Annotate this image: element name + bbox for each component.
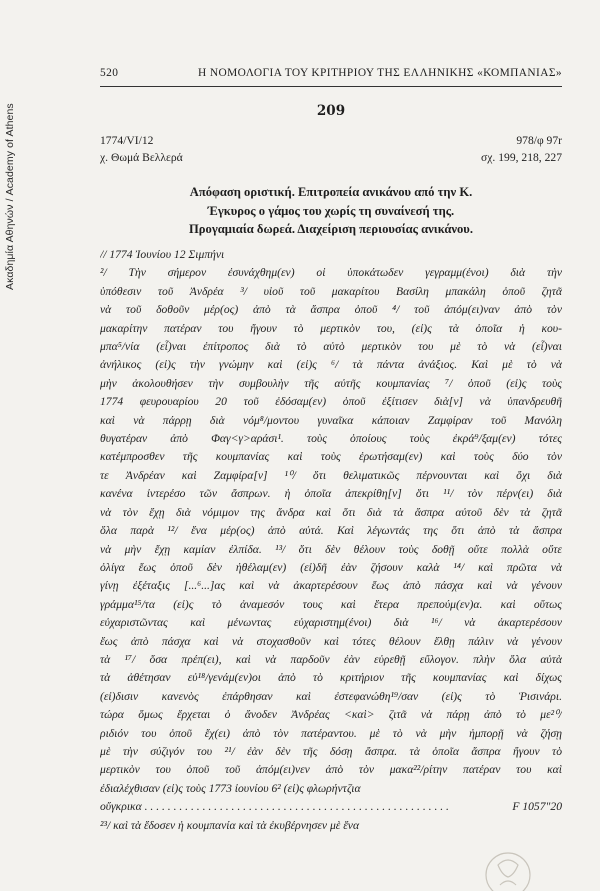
text-line: ²/ Τὴν σήμερον ἐσυνάχθημ(εν) οἱ ὑποκάτωδεν γεγραμμ(ένοι) διὰ τὴν (100, 266, 562, 280)
text-line: ὑπόθεσιν τοῦ Ἀνδρέα ³/ υἱοῦ τοῦ μακαρίτου Βασίλη μπακάλη ὁποῦ ζητᾶ (100, 284, 562, 298)
text-line: εὐχαριστῶντας καὶ μένωντας εὐχαριστημ(ένοι) διὰ ¹⁶/ νὰ ἀκαρτερέσουν (100, 616, 562, 630)
text-line: θυγατέραν ἀπὸ Φαγ<γ>αράσι¹. τοὺς ὁποίους τοὺς ἐκρά⁹/ξαμ(εν) τότες (100, 432, 562, 446)
text-line: τώρα ὅμως ἔρχεται ὁ ἄνοδεν Ἀνδρέας <καὶ> ζιτᾶ νὰ πάρῃ ἀπὸ τὸ με²⁰/ (100, 708, 562, 722)
document-meta (100, 133, 562, 166)
archive-reference: 978/φ 97r (516, 134, 562, 147)
text-line: τὰ ἀθέτησαν εὐ¹⁸/γενάμ(εν)οι ἀπὸ τὸ κριτήριον τῆς κουμπανίας καὶ δίχως (100, 671, 562, 685)
summary-line: Απόφαση οριστική. Επιτροπεία ανικάνου από την Κ. (189, 185, 473, 199)
text-line: νὰ μὴν ἔχῃ καμίαν ἐλπίδα. ¹³/ ὅτι δὲν θέλουν τοὺς δοθῇ οὔτε πολλὰ οὔτε (100, 542, 562, 556)
header-rule (100, 86, 562, 87)
cross-references: σχ. 199, 218, 227 (481, 150, 562, 164)
text-line: κανένα ἰντερέσο τῶν ἄσπρων. ἡ ὁποῖα ἀπεκρίθη[ν] ὅτι ¹¹/ τὸν πέρν(ει) διὰ (100, 487, 562, 501)
text-line: γράμμα¹⁵/τα (εἰ)ς τὸ ἀναμεσόν τους καὶ ἕτερα πρεπούμ(εν)α. καὶ οὕτως (100, 597, 562, 611)
summary-line: Έγκυρος ο γάμος του χωρίς τη συναίνεσή της. (207, 203, 455, 218)
summary-line: Προγαμιαία δωρεά. Διαχείριση περιουσίας ανικάνου. (189, 222, 473, 236)
text-line: νὰ τοῦ δοθοῦν μέρ(ος) ἀπὸ τὰ ἄσπρα ὁποῦ ⁴/ τοῦ ἀπόμ(ει)ναν ἀπὸ τὸν (100, 303, 562, 317)
text-line: καὶ νὰ πάρρῃ διὰ νόμ⁸/μοντου γυναῖκα κάποιαν Ζαμφίραν τοῦ Μανόλη (100, 413, 562, 427)
text-line: τε Ἀνδρέαν καὶ Ζαμφίρα[ν] ¹⁰/ ὅτι θελιματικῶς πέρνουνται καὶ ὄχι διὰ (100, 468, 562, 482)
text-line: μὴν ἀκολουθήσεν τὴν συμβουλὴν τῆς αὐτῆς κουμπανίας ⁷/ ὁποῦ (εἰ)ς τοὺς (100, 376, 562, 390)
folio-reference: F 1057"20 (512, 800, 562, 814)
text-line: (εἰ)δισιν κανενὸς ἐπάρθησαν καὶ ἐστεφανώθη¹⁹/σαν (εἰ)ς τὸ Ῥισινάρι. (100, 689, 562, 703)
text-line: γίνῃ ἐξέταξις [...⁶...]ας καὶ νὰ ἀκαρτερέσουν ἕως ἀπὸ πάσχα καὶ νὰ γένουν (100, 579, 562, 593)
document-date: 1774/VI/12 (100, 134, 154, 147)
text-line: ²³/ καὶ τὰ ἔδοσεν ἡ κουμπανία καὶ τὰ ἐκυβέρνησεν μὲ ἕνα (100, 818, 360, 832)
document-number: 209 (316, 103, 346, 119)
text-line: // 1774 Ἰουνίου 12 Σιμπήνι (100, 248, 225, 261)
text-line: μακαρίτην πατέραν του ἤγουν τὸ μερτικὸν του, (εἰ)ς τὰ ὁποῖα ἡ κου- (100, 321, 562, 335)
text-line: ὅλα παρὰ ¹²/ ἕνα μέρ(ος) ἀπὸ αὐτά. Καὶ λέγωντάς της ὅτι ἀπὸ τὰ ἄσπρα (100, 524, 562, 538)
text-line: μπα⁵/νία (εἶ)ναι ἐπίτροπος διὰ τὸ αὐτὸ μερτικὸν του μὲ τὸ νὰ (εἶ)ναι (100, 340, 562, 354)
text-line: ἀνήλικος (εἰ)ς τὴν γνώμην καὶ (εἰ)ς ⁶/ τὰ πάντα ἀνάξιος. Καὶ μὲ τὸ νὰ (100, 358, 562, 372)
archive-side-label: Ακαδημία Αθηνών / Academy of Athens (4, 103, 16, 290)
text-line: νὰ τὸν ἔχῃ διὰ νόμιμον της ἄνδρα καὶ ὅτι διὰ τὰ ἄσπρα αὐτοῦ δὲν τὰ ζητᾶ (100, 505, 562, 519)
text-line: μὲ τὴν σύζιγόν του ²¹/ ἐὰν δὲν τῆς δόσῃ ἄσπρα. τὰ ὁποῖα ἄσπρα ἤγουν τὸ (100, 744, 562, 758)
text-line: 1774 φευρουαρίου 20 τοῦ ἐδόσαμ(εν) ὁποῦ ἐξίτισεν διὰ[ν] νὰ ὑπανδρευθῆ (100, 395, 562, 409)
running-head-title: Η ΝΟΜΟΛΟΓΙΑ ΤΟΥ ΚΡΙΤΗΡΙΟΥ ΤΗΣ ΕΛΛΗΝΙΚΗΣ «ΚΟΜΠΑΝΙΑΣ» (197, 67, 562, 79)
document-body (100, 246, 562, 835)
text-line: ὀλίγα ἕως ὁποῦ δὲν ἠθέλαμ(εν) (εἰ)δῆ ἐὰν ζήσουν καλὰ ¹⁴/ καὶ πρῶτα νὰ (100, 560, 562, 574)
page-number: 520 (100, 67, 119, 79)
text-line: τὰ ¹⁷/ ὅσα πρέπ(ει), καὶ νὰ παρδοῦν ἐὰν εὑρεθῇ εὔλογον. πλὴν ὅλα αὐτὰ (100, 652, 562, 666)
text-line: ἕως ἀπὸ πάσχα καὶ νὰ στοχασθοῦν καὶ τότες θέλουν ἔλθῃ πάλιν νὰ γένουν (100, 634, 562, 648)
text-line: μερτικὸν του ὁποῦ τοῦ ἀπόμ(ει)νεν ἀπὸ τὸν μακα²²/ρίτην πατέραν του καὶ (100, 763, 562, 777)
text-line: κατέμπροσθεν τῆς κουμπανίας καὶ τοὺς ἐρωτήσαμ(εν) καὶ τοὺς δύο τὸν (100, 450, 562, 464)
document-author: χ. Θωμά Βελλερά (100, 150, 183, 164)
dot-leader: . . . . . . . . . . . . . . . . . . . . . . . . . . . . . . . . . . . . . . . . . . . . . . . . . . . . . (141, 800, 449, 814)
document-summary (100, 183, 562, 239)
text-line: ριδιόν του ὁποῦ ἔχ(ει) ἀπὸ τὸν πατέραντου. μὲ τὸ νὰ μὴν ἠμπορῇ νὰ ζήσῃ (100, 726, 562, 740)
running-head (100, 67, 562, 79)
text-line: ἐδιαλέχθισαν (εἰ)ς τοὺς 1773 ἰουνίου 6² (εἰ)ς φλωρήντζια (100, 781, 361, 795)
text-line: οὔγκρικα (100, 800, 142, 814)
academy-watermark-seal (430, 835, 600, 891)
folio-marker-line (100, 798, 562, 816)
